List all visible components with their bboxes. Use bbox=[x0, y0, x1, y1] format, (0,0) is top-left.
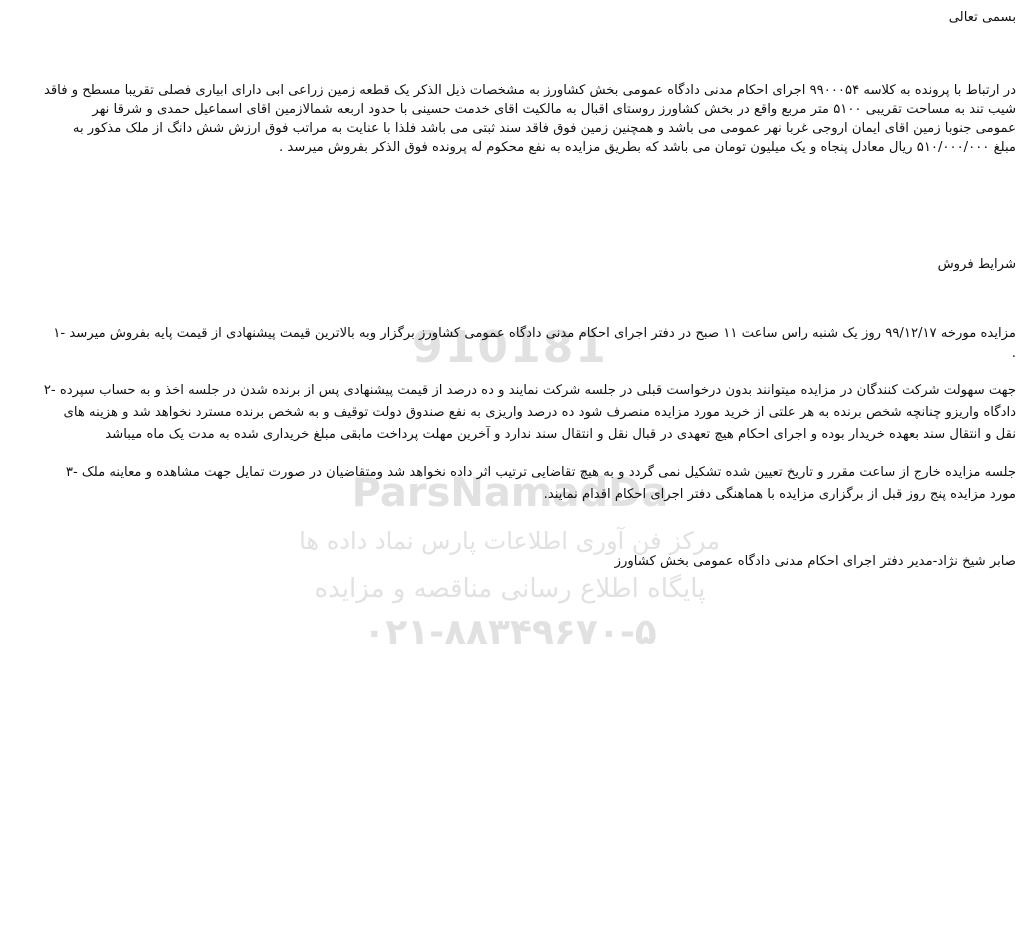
signature: صابر شیخ نژاد-مدیر دفتر اجرای احکام مدنی دادگاه عمومی بخش کشاورز bbox=[614, 554, 1016, 569]
intro-line-2: شیب تند به مساحت تقریبی ۵۱۰۰ متر مربع واقع در بخش کشاورز روستای اقبال به مالکیت اقای خدمت حسینی با حدود اربعه شمالازمین اقای اسماعیل حمدی و شرقا نهر bbox=[92, 102, 1016, 117]
condition-1-line-2: . bbox=[1011, 346, 1016, 361]
intro-line-4: مبلغ ۵۱۰/۰۰۰/۰۰۰ ریال معادل پنجاه و یک میلیون تومان می باشد که بطریق مزایده به نفع محکوم له پرونده فوق الذکر بفروش میرسد . bbox=[278, 140, 1016, 155]
watermark-brand: ParsNamadDa bbox=[351, 470, 669, 516]
condition-1-line-1: مزایده مورخه ۹۹/۱۲/۱۷ روز یک شنبه راس ساعت ۱۱ صبح در دفتر اجرای احکام مدنی دادگاه عمومی کشاورز برگزار وبه بالاترین قیمت پیشنهادی از قیمت پایه بفروش میرسد -۱ bbox=[53, 326, 1016, 341]
condition-2-line-3: نقل و انتقال سند بعهده خریدار بوده و اجرای احکام هیچ تعهدی در قبال نقل و انتقال سند ندارد و آخرین مهلت پرداخت مابقی مبلغ خریداری شده به مدت یک ماه میباشد bbox=[105, 427, 1016, 442]
condition-2-line-2: دادگاه واریزو چنانچه شخص برنده به هر علتی از خرید مورد مزایده منصرف شود ده درصد واریزی به نفع صندوق دولت توقیف و به شخص برنده مسترد نخواهد شد و هزینه های bbox=[63, 405, 1016, 420]
watermark-base-name: پایگاه اطلاع رسانی مناقصه و مزایده bbox=[314, 574, 706, 604]
watermark-phone: ۰۲۱-۸۸۳۴۹۶۷۰-۵ bbox=[363, 612, 657, 653]
watermark-center-name: مرکز فن آوری اطلاعات پارس نماد داده ها bbox=[299, 527, 720, 555]
watermark-number: 910181 bbox=[412, 322, 608, 373]
condition-2-line-1: جهت سهولت شرکت کنندگان در مزایده میتوانند بدون درخواست قبلی در جلسه شرکت نمایند و ده درصد از قیمت پیشنهادی پس از برنده شدن در جلسه اخذ و به حساب سپرده -۲ bbox=[43, 383, 1016, 398]
intro-line-3: عمومی جنوبا زمین اقای ایمان اروجی غربا نهر عمومی می باشد و همچنین زمین فوق فاقد سند ثبتی می باشد فلذا با عنایت به مراتب فوق ارزش شش دانگ از ملک مذکور به bbox=[72, 121, 1016, 136]
conditions-heading: شرایط فروش bbox=[937, 257, 1016, 272]
intro-line-1: در ارتباط با پرونده به کلاسه ۹۹۰۰۰۵۴ اجرای احکام مدنی دادگاه عمومی بخش کشاورز به مشخصات ذیل الذکر یک قطعه زمین زراعی ابی دارای ابیاری فصلی تقریبا مسطح و فاقد bbox=[43, 83, 1016, 98]
condition-3-line-1: جلسه مزایده خارج از ساعت مقرر و تاریخ تعیین شده تشکیل نمی گردد و به هیچ تقاضایی ترتیب اثر داده نخواهد شد ومتقاضیان در صورت تمایل جهت مشاهده و معاینه ملک -۳ bbox=[65, 465, 1016, 480]
invocation-heading: بسمی تعالی bbox=[948, 10, 1016, 25]
condition-3-line-2: مورد مزایده پنج روز قبل از برگزاری مزایده با هماهنگی دفتر اجرای احکام اقدام نمایند. bbox=[543, 487, 1016, 502]
